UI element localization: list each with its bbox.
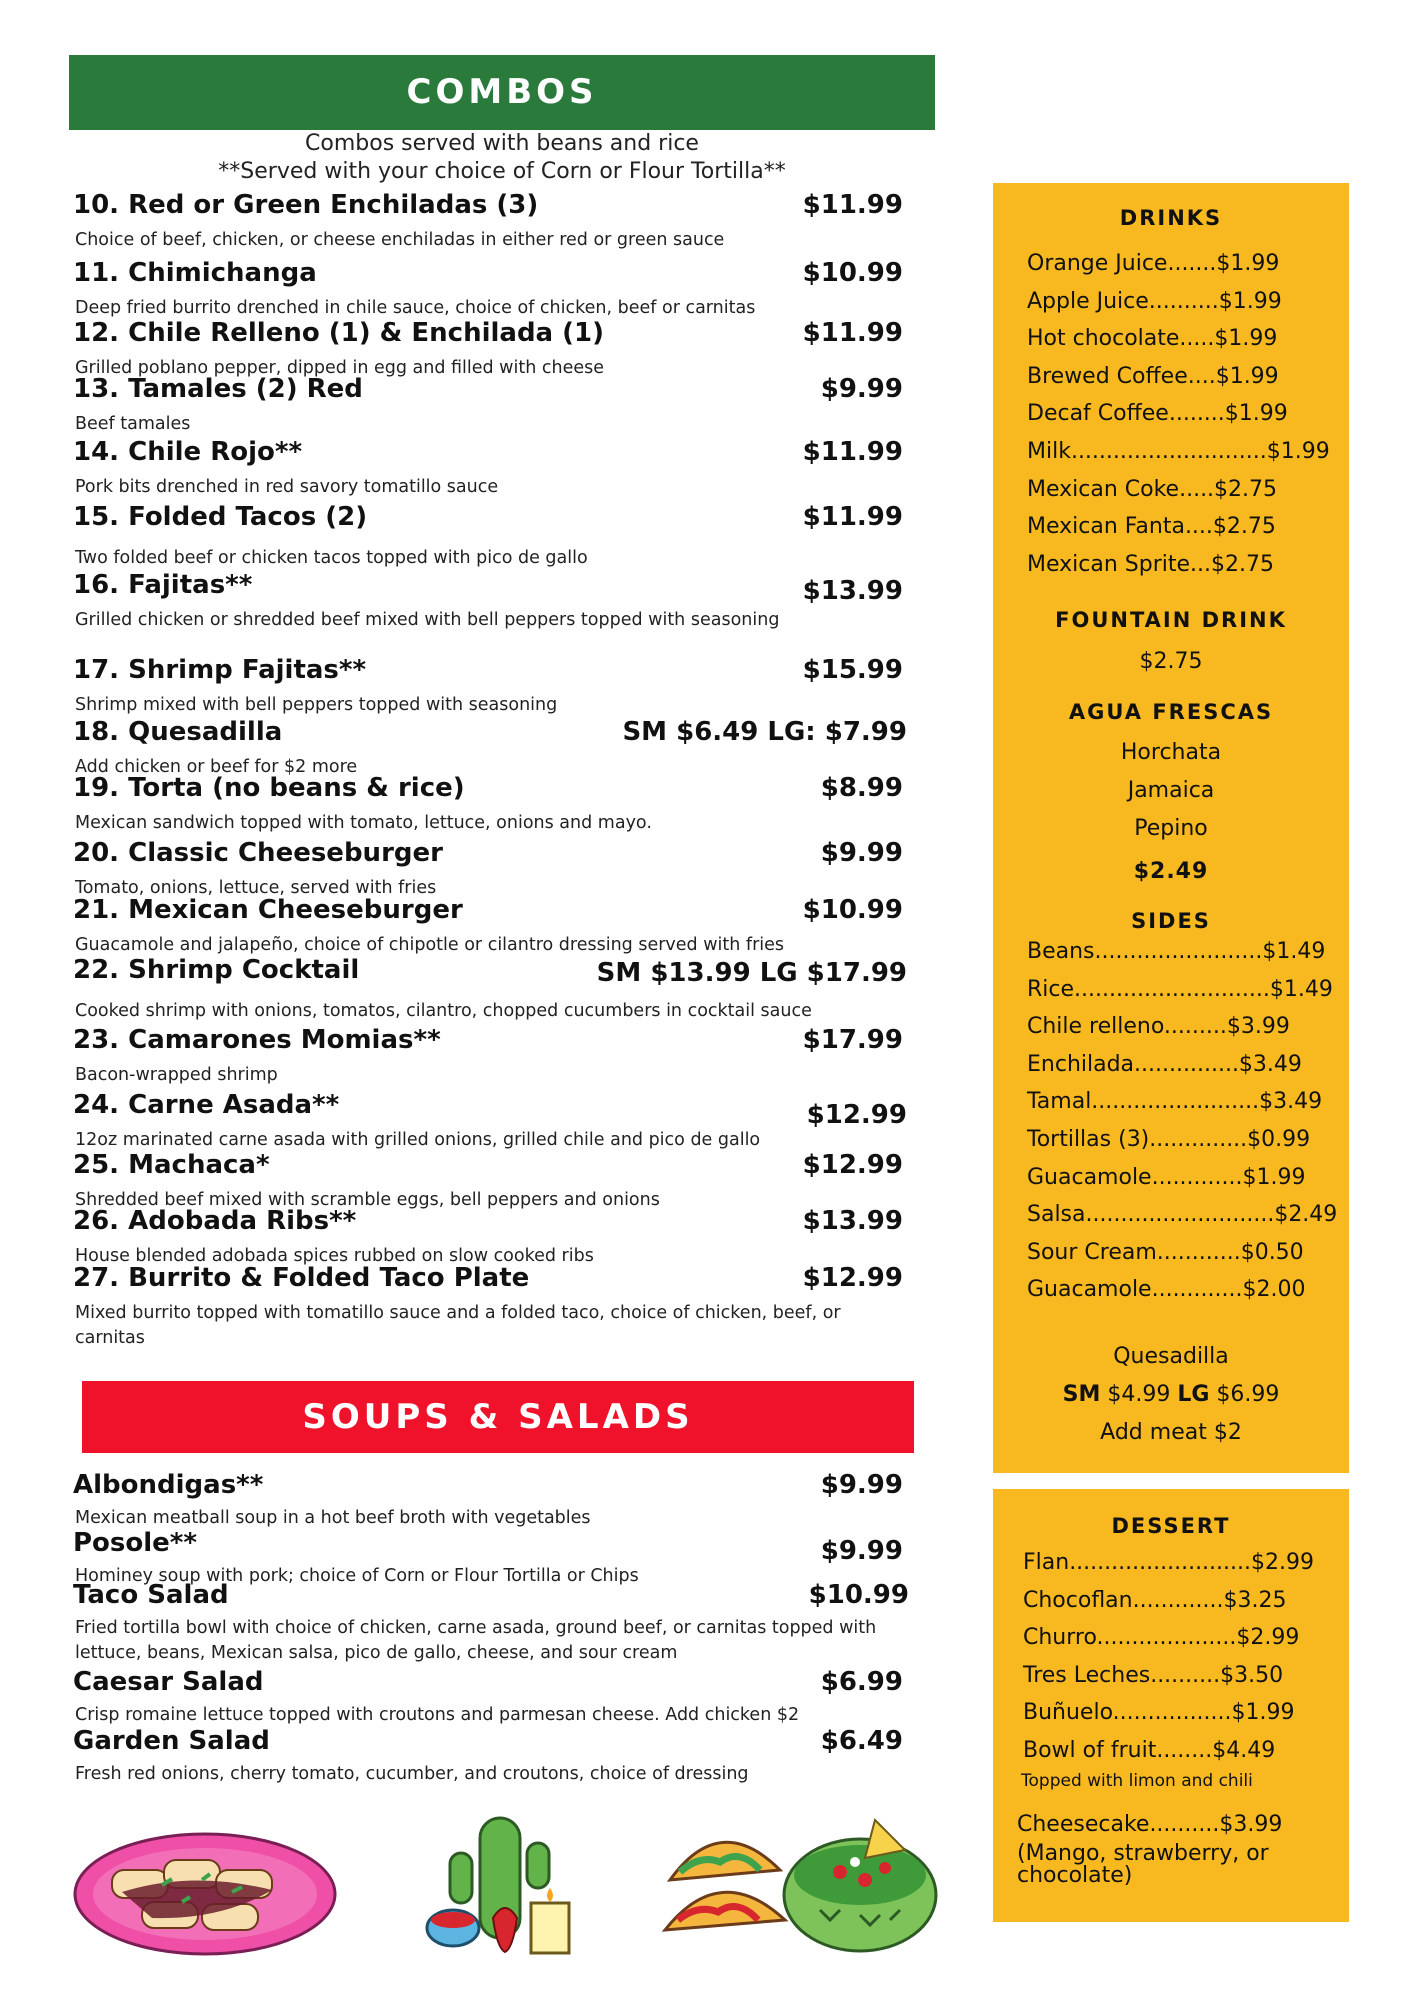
enchilada-plate-illustration	[72, 1830, 338, 1958]
quesadilla-side-title: Quesadilla	[1113, 1344, 1229, 1369]
agua-frescas-heading: AGUA FRESCAS	[1068, 700, 1274, 724]
combos-subtitle-tortilla: **Served with your choice of Corn or Flour Tortilla**	[218, 159, 786, 184]
combo-item-name: 15. Folded Tacos (2)	[73, 502, 368, 532]
soup-salad-item-price: $9.99	[820, 1536, 903, 1566]
combo-item-name: 20. Classic Cheeseburger	[73, 838, 443, 868]
combo-item-description: Tomato, onions, lettuce, served with fries	[75, 878, 437, 898]
dessert-item: Bowl of fruit........$4.49	[1023, 1738, 1276, 1763]
combo-item-name: 21. Mexican Cheeseburger	[73, 895, 463, 925]
combo-item-price: $11.99	[802, 190, 903, 220]
combo-item-description: Grilled poblano pepper, dipped in egg and filled with cheese	[75, 358, 605, 378]
soup-salad-item-description: Fresh red onions, cherry tomato, cucumber, and croutons, choice of dressing	[75, 1764, 749, 1784]
combo-item-name: 22. Shrimp Cocktail	[73, 955, 360, 985]
combo-item-description: Shredded beef mixed with scramble eggs, bell peppers and onions	[75, 1190, 660, 1210]
quesadilla-add-meat: Add meat $2	[1100, 1420, 1242, 1445]
soup-salad-item-name: Albondigas**	[73, 1470, 264, 1500]
combo-item-price: $15.99	[802, 655, 903, 685]
combo-item-price: $13.99	[802, 576, 903, 606]
fountain-drink-heading: FOUNTAIN DRINK	[1055, 608, 1287, 632]
combo-item-price: $11.99	[802, 318, 903, 348]
drink-item: Mexican Coke.....$2.75	[1027, 476, 1278, 502]
combo-item-description: Add chicken or beef for $2 more	[75, 757, 358, 777]
combo-item-name: 23. Camarones Momias**	[73, 1025, 441, 1055]
combo-item-description: House blended adobada spices rubbed on slow cooked ribs	[75, 1246, 594, 1266]
combo-item-price: $8.99	[820, 773, 903, 803]
side-item: Enchilada...............$3.49	[1027, 1051, 1302, 1077]
combo-item-price: SM $13.99 LG $17.99	[596, 958, 907, 988]
soup-salad-item-name: Posole**	[73, 1528, 197, 1558]
combo-item-name: 12. Chile Relleno (1) & Enchilada (1)	[73, 318, 605, 348]
dessert-item: Churro....................$2.99	[1023, 1625, 1300, 1651]
side-item: Beans........................$1.49	[1027, 939, 1326, 964]
combo-item-price: $13.99	[802, 1206, 903, 1236]
combo-item-price: $10.99	[802, 258, 903, 288]
dessert-heading: DESSERT	[1111, 1514, 1231, 1538]
fruit-note: Topped with limon and chili	[1021, 1771, 1253, 1791]
combo-item-name: 16. Fajitas**	[73, 570, 253, 600]
soup-salad-item-price: $10.99	[808, 1580, 909, 1610]
soup-salad-item-description: Crisp romaine lettuce topped with croutons and parmesan cheese. Add chicken $2	[75, 1705, 800, 1725]
dessert-item: Flan..........................$2.99	[1023, 1550, 1314, 1575]
cactus-salsa-candle-illustration	[425, 1808, 585, 1960]
combo-item-price: $12.99	[802, 1263, 903, 1293]
soups-salads-banner: SOUPS & SALADS	[82, 1381, 914, 1453]
combo-item-name: 10. Red or Green Enchiladas (3)	[73, 190, 539, 220]
combo-item-price: SM $6.49 LG: $7.99	[622, 717, 907, 747]
drink-item: Mexican Fanta....$2.75	[1027, 514, 1276, 540]
soup-salad-item-description: Mexican meatball soup in a hot beef broth with vegetables	[75, 1508, 591, 1528]
side-item: Sour Cream............$0.50	[1027, 1239, 1304, 1265]
quesadilla-lg-label: LG	[1177, 1382, 1210, 1407]
combo-item-name: 19. Torta (no beans & rice)	[73, 773, 465, 803]
combos-banner: COMBOS	[69, 55, 935, 130]
drinks-heading: DRINKS	[1119, 206, 1223, 230]
soup-salad-item-price: $6.99	[820, 1667, 903, 1697]
combo-item-name: 24. Carne Asada**	[73, 1090, 340, 1120]
combo-item-price: $11.99	[802, 437, 903, 467]
quesadilla-sm-label: SM	[1062, 1382, 1101, 1407]
fountain-drink-price: $2.75	[1139, 649, 1203, 674]
agua-frescas-price: $2.49	[1133, 859, 1209, 884]
drink-item: Apple Juice..........$1.99	[1027, 288, 1282, 314]
combo-item-description: Beef tamales	[75, 414, 191, 434]
dessert-panel	[993, 1489, 1349, 1922]
agua-item: Pepino	[1134, 816, 1208, 841]
side-item: Chile relleno.........$3.99	[1027, 1014, 1290, 1040]
soup-salad-item-name: Garden Salad	[73, 1726, 270, 1756]
combo-item-description: Guacamole and jalapeño, choice of chipotle or cilantro dressing served with fries	[75, 935, 785, 955]
soup-salad-item-name: Taco Salad	[73, 1580, 229, 1610]
combo-item-description: Shrimp mixed with bell peppers topped with seasoning	[75, 695, 558, 715]
combo-item-name: 27. Burrito & Folded Taco Plate	[73, 1263, 530, 1293]
soup-salad-item-price: $6.49	[820, 1726, 903, 1756]
side-item: Guacamole.............$2.00	[1027, 1277, 1306, 1303]
soup-salad-item-description: Fried tortilla bowl with choice of chicken, carne asada, ground beef, or carnitas topped with lettuce, beans, Mexican salsa, pico de gallo, cheese, and sour cream	[75, 1618, 877, 1663]
combos-subtitle-beans-rice: Combos served with beans and rice	[305, 131, 699, 156]
side-item: Salsa...........................$2.49	[1027, 1202, 1338, 1228]
side-item: Tortillas (3)..............$0.99	[1027, 1127, 1311, 1152]
agua-item: Jamaica	[1127, 778, 1215, 803]
combo-item-description: Two folded beef or chicken tacos topped with pico de gallo	[75, 548, 588, 568]
combo-item-description: 12oz marinated carne asada with grilled onions, grilled chile and pico de gallo	[75, 1130, 761, 1150]
combo-item-price: $12.99	[802, 1150, 903, 1180]
quesadilla-side-prices	[993, 1382, 1349, 1407]
combo-item-price: $9.99	[820, 374, 903, 404]
cheesecake-note: (Mango, strawberry, or chocolate)	[1017, 1841, 1269, 1888]
quesadilla-sm-price: $4.99	[1107, 1382, 1171, 1407]
combo-item-description: Deep fried burrito drenched in chile sauce, choice of chicken, beef or carnitas	[75, 298, 756, 318]
combo-item-price: $12.99	[806, 1100, 907, 1130]
drink-item: Mexican Sprite...$2.75	[1027, 551, 1274, 577]
drink-item: Brewed Coffee....$1.99	[1027, 363, 1279, 389]
side-item: Guacamole.............$1.99	[1027, 1164, 1306, 1190]
soup-salad-item-description: Hominey soup with pork; choice of Corn or Flour Tortilla or Chips	[75, 1566, 639, 1586]
drinks-sides-panel	[993, 183, 1349, 1473]
combo-item-description: Choice of beef, chicken, or cheese enchiladas in either red or green sauce	[75, 230, 725, 250]
drink-item: Orange Juice.......$1.99	[1027, 251, 1280, 276]
combo-item-name: 18. Quesadilla	[73, 717, 283, 747]
cheesecake-item: Cheesecake..........$3.99	[1017, 1812, 1283, 1837]
agua-item: Horchata	[1120, 740, 1222, 765]
combo-item-price: $17.99	[802, 1025, 903, 1055]
combo-item-price: $11.99	[802, 502, 903, 532]
combo-item-name: 13. Tamales (2) Red	[73, 374, 363, 404]
drink-item: Milk............................$1.99	[1027, 439, 1330, 464]
combo-item-price: $9.99	[820, 838, 903, 868]
combo-item-description: Bacon-wrapped shrimp	[75, 1065, 278, 1085]
combo-item-name: 14. Chile Rojo**	[73, 437, 303, 467]
side-item: Tamal........................$3.49	[1027, 1089, 1323, 1115]
tacos-guacamole-illustration	[660, 1800, 940, 1956]
side-item: Rice............................$1.49	[1027, 976, 1333, 1002]
soup-salad-item-name: Caesar Salad	[73, 1667, 264, 1697]
combo-item-description: Grilled chicken or shredded beef mixed with bell peppers topped with seasoning	[75, 610, 780, 630]
drink-item: Hot chocolate.....$1.99	[1027, 326, 1278, 352]
combo-item-description: Mixed burrito topped with tomatillo sauce and a folded taco, choice of chicken, beef, or carnitas	[75, 1303, 841, 1348]
combo-item-description: Mexican sandwich topped with tomato, lettuce, onions and mayo.	[75, 813, 652, 833]
combo-item-price: $10.99	[802, 895, 903, 925]
combo-item-name: 25. Machaca*	[73, 1150, 270, 1180]
dessert-item: Buñuelo.................$1.99	[1023, 1700, 1295, 1726]
sides-heading: SIDES	[1131, 909, 1211, 933]
combo-item-description: Pork bits drenched in red savory tomatillo sauce	[75, 477, 499, 497]
quesadilla-lg-price: $6.99	[1216, 1382, 1280, 1407]
combo-item-name: 17. Shrimp Fajitas**	[73, 655, 367, 685]
dessert-item: Tres Leches..........$3.50	[1023, 1662, 1284, 1688]
combo-item-description: Cooked shrimp with onions, tomatos, cilantro, chopped cucumbers in cocktail sauce	[75, 1001, 812, 1021]
combo-item-name: 11. Chimichanga	[73, 258, 317, 288]
dessert-item: Chocoflan.............$3.25	[1023, 1587, 1287, 1613]
drink-item: Decaf Coffee........$1.99	[1027, 401, 1288, 427]
combo-item-name: 26. Adobada Ribs**	[73, 1206, 357, 1236]
soup-salad-item-price: $9.99	[820, 1470, 903, 1500]
